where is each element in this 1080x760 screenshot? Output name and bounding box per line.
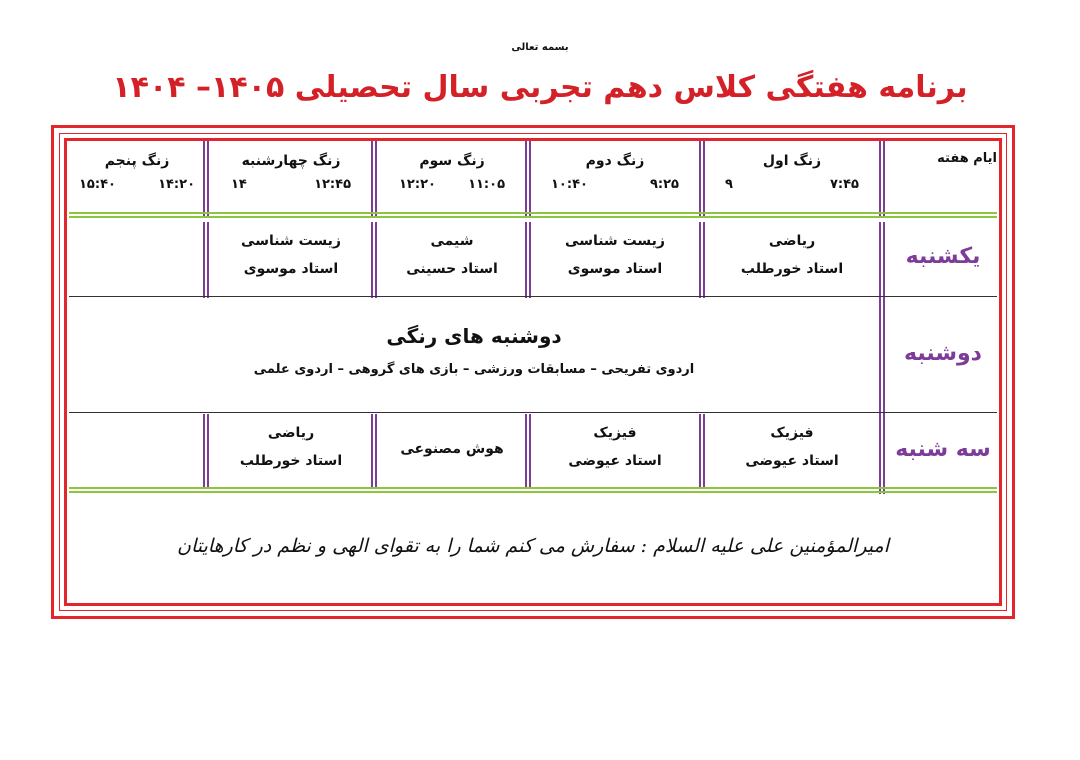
day-label-sunday: یکشنبه <box>905 244 981 269</box>
quote-text: امیرالمؤمنین علی علیه السلام : سفارش می کنم شما را به تقوای الهی و نظم در کارهایتان <box>177 535 889 557</box>
monday-special-subtitle: اردوی تفریحی – مسابقات ورزشی – بازی های گروهی – اردوی علمی <box>253 362 695 377</box>
monday-special <box>69 324 879 377</box>
schedule-table <box>69 141 997 605</box>
period-header-3: زنگ سوم ۱۲:۲۰ ۱۱:۰۵ <box>399 153 505 192</box>
sunday-period-3: شیمی استاد حسینی <box>406 233 498 277</box>
days-header: ایام هفته <box>937 151 997 166</box>
day-label-tuesday: سه شنبه <box>895 437 991 462</box>
period-header-2: زنگ دوم ۱۰:۴۰ ۹:۲۵ <box>551 153 679 192</box>
period-header-5: زنگ پنجم ۱۵:۴۰ ۱۴:۲۰ <box>79 153 195 192</box>
monday-special-title: دوشنبه های رنگی <box>386 324 562 348</box>
bismillah-heading: بسمه تعالی <box>511 42 569 53</box>
day-label-monday: دوشنبه <box>904 341 982 366</box>
tuesday-period-3: هوش مصنوعی <box>400 441 504 457</box>
schedule-frame <box>51 125 1015 619</box>
period-header-1: زنگ اول ۹ ۷:۴۵ <box>725 153 859 192</box>
sunday-period-2: زیست شناسی استاد موسوی <box>565 233 665 277</box>
tuesday-period-1: فیزیک استاد عیوضی <box>745 425 839 469</box>
tuesday-period-2: فیزیک استاد عیوضی <box>568 425 662 469</box>
sunday-period-4: زیست شناسی استاد موسوی <box>241 233 341 277</box>
schedule-title: برنامه هفتگی کلاس دهم تجربی سال تحصیلی ۱۴۰۵– ۱۴۰۴ <box>112 70 968 105</box>
period-header-4: زنگ چهارشنبه ۱۴ ۱۲:۴۵ <box>231 153 351 192</box>
tuesday-period-4: ریاضی استاد خورطلب <box>239 425 343 469</box>
sunday-period-1: ریاضی استاد خورطلب <box>740 233 844 277</box>
